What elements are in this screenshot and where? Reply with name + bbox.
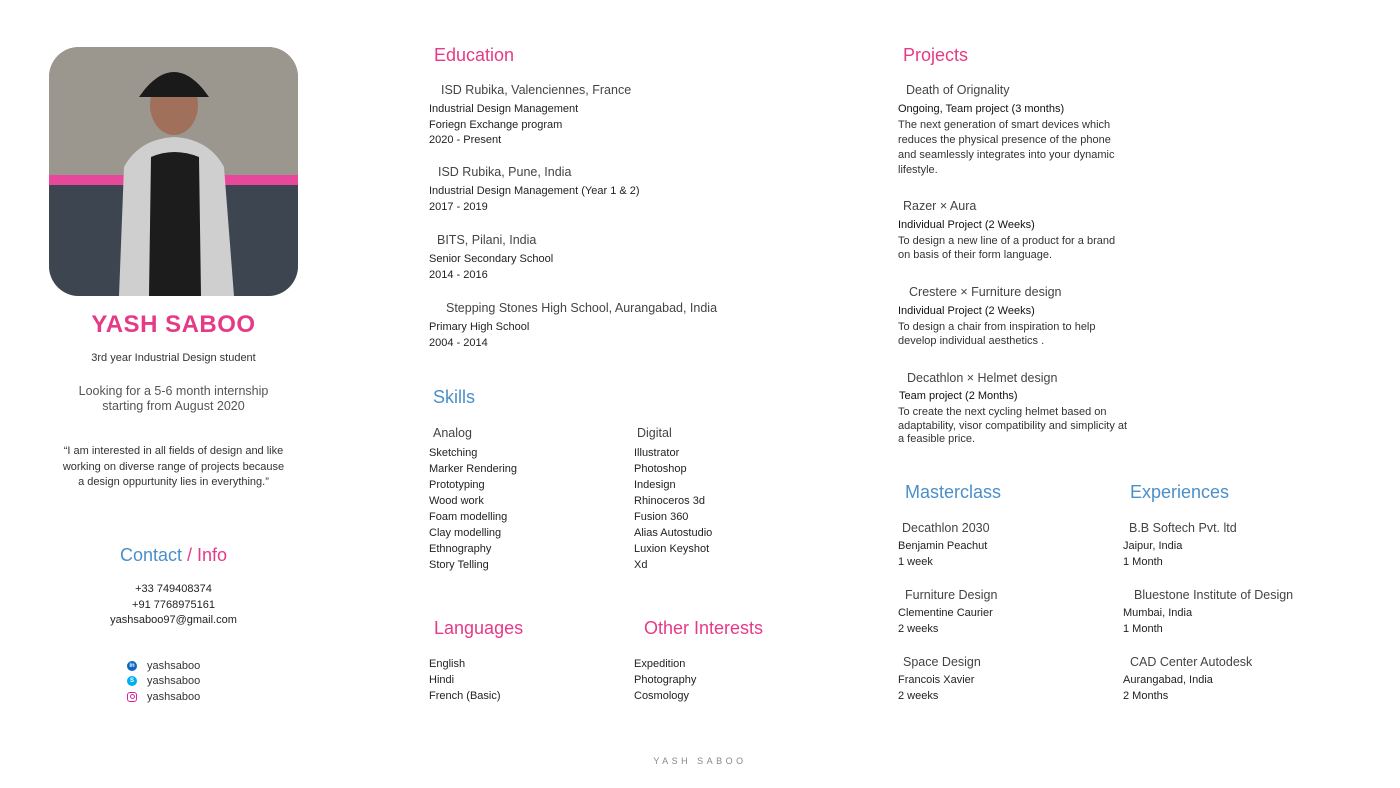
project-subtitle: Individual Project (2 Weeks): [898, 219, 1035, 231]
projects-heading: Projects: [903, 45, 969, 65]
masterclass-title: Decathlon 2030: [902, 521, 990, 535]
description-line: To design a new line of a product for a brand: [898, 235, 1116, 247]
education-title: ISD Rubika, Valenciennes, France: [441, 83, 632, 97]
project-description: [898, 321, 1096, 348]
contact-details: [49, 582, 298, 629]
skill-item: Story Telling: [429, 559, 489, 571]
detail-line: Benjamin Peachut: [898, 540, 988, 552]
masterclass-title: Space Design: [903, 655, 981, 669]
project-subtitle: Team project (2 Months): [899, 390, 1018, 402]
interests-heading: Other Interests: [644, 618, 764, 638]
quote-line: working on diverse range of projects because: [62, 460, 285, 473]
description-line: develop individual aesthetics .: [898, 334, 1045, 347]
skills-digital-list: [634, 445, 712, 573]
project-description: [898, 118, 1114, 178]
personal-quote: [49, 444, 298, 491]
skill-item: Foam modelling: [429, 511, 508, 523]
experience-details: [1123, 539, 1182, 570]
detail-line: 2020 - Present: [429, 134, 502, 146]
detail-line: 1 Month: [1123, 622, 1163, 635]
project-title: Decathlon × Helmet design: [907, 371, 1058, 385]
detail-line: Foriegn Exchange program: [429, 118, 563, 131]
social-linkedin[interactable]: [127, 658, 200, 674]
skill-item: Indesign: [634, 479, 676, 491]
project-subtitle: Individual Project (2 Weeks): [898, 305, 1035, 317]
contact-heading: [49, 545, 298, 566]
phone-in: +91 7768975161: [132, 598, 215, 611]
description-line: reduces the physical presence of the phone: [898, 134, 1111, 146]
detail-line: Jaipur, India: [1123, 540, 1183, 552]
skill-item: Wood work: [429, 495, 484, 507]
candidate-subtitle: 3rd year Industrial Design student: [91, 352, 256, 364]
quote-line: “I am interested in all fields of design and like: [63, 445, 284, 457]
education-title: BITS, Pilani, India: [437, 233, 537, 247]
skill-item: Clay modelling: [429, 527, 502, 539]
interest-item: Expedition: [634, 658, 686, 670]
skill-item: Illustrator: [634, 447, 680, 459]
education-title: ISD Rubika, Pune, India: [438, 165, 572, 179]
contact-heading-separator: /: [182, 545, 198, 565]
skill-item: Luxion Keyshot: [634, 543, 710, 555]
skills-digital-title: Digital: [637, 426, 672, 440]
internship-statement: [49, 384, 298, 414]
linkedin-icon: in: [127, 661, 137, 671]
detail-line: 1 week: [898, 555, 933, 568]
phone-fr: +33 749408374: [135, 583, 212, 595]
description-line: To design a chair from inspiration to help: [898, 321, 1096, 333]
detail-line: 2 weeks: [898, 689, 939, 702]
social-handle: yashsaboo: [147, 659, 201, 672]
skills-heading: Skills: [433, 387, 476, 407]
project-title: Razer × Aura: [903, 199, 977, 213]
language-item: English: [429, 658, 466, 670]
experience-details: [1123, 673, 1213, 704]
education-details: [429, 252, 553, 283]
education-details: [429, 102, 578, 149]
skill-item: Marker Rendering: [429, 463, 518, 475]
detail-line: 2004 - 2014: [429, 336, 488, 349]
skill-item: Alias Autostudio: [634, 527, 713, 539]
detail-line: 2 Months: [1123, 689, 1169, 702]
detail-line: Industrial Design Management: [429, 103, 579, 115]
masterclass-title: Furniture Design: [905, 588, 998, 602]
project-description: [898, 406, 1127, 447]
detail-line: Senior Secondary School: [429, 253, 554, 265]
social-links: [127, 658, 200, 705]
language-item: Hindi: [429, 674, 455, 686]
internship-line: Looking for a 5-6 month internship: [78, 384, 269, 398]
experience-title: Bluestone Institute of Design: [1134, 588, 1294, 602]
skill-item: Ethnography: [429, 543, 492, 555]
masterclass-details: [898, 673, 974, 704]
description-line: lifestyle.: [898, 164, 938, 176]
masterclass-details: [898, 539, 987, 570]
project-description: [898, 235, 1115, 262]
masterclass-heading: Masterclass: [905, 482, 1002, 502]
contact-heading-text: Contact: [119, 545, 182, 565]
description-line: a feasible price.: [898, 433, 976, 445]
quote-line: a design oppurtunity lies in everything.”: [78, 476, 269, 488]
social-handle: yashsaboo: [147, 690, 201, 703]
education-details: [429, 320, 529, 351]
languages-list: [429, 656, 501, 704]
language-item: French (Basic): [429, 690, 501, 702]
detail-line: Primary High School: [429, 321, 530, 333]
education-heading: Education: [434, 45, 515, 65]
interests-list: [634, 656, 696, 704]
detail-line: Mumbai, India: [1123, 607, 1193, 619]
detail-line: Aurangabad, India: [1123, 674, 1213, 686]
skype-icon: S: [127, 676, 137, 686]
experiences-heading: Experiences: [1130, 482, 1230, 502]
education-title: Stepping Stones High School, Aurangabad, India: [446, 301, 718, 315]
skill-item: Fusion 360: [634, 511, 689, 523]
description-line: adaptability, visor compatibility and simplicity at: [898, 419, 1128, 432]
masterclass-details: [898, 606, 993, 637]
skill-item: Rhinoceros 3d: [634, 495, 705, 507]
skill-item: Xd: [634, 559, 648, 571]
footer-name: YASH SABOO: [653, 756, 747, 766]
detail-line: 2014 - 2016: [429, 268, 488, 281]
detail-line: Francois Xavier: [898, 674, 975, 686]
experience-title: CAD Center Autodesk: [1130, 655, 1253, 669]
detail-line: 2017 - 2019: [429, 200, 488, 213]
skills-analog-title: Analog: [433, 426, 472, 440]
detail-line: 2 weeks: [898, 622, 939, 635]
project-subtitle: Ongoing, Team project (3 months): [898, 103, 1065, 115]
email-address: yashsaboo97@gmail.com: [110, 614, 237, 626]
social-instagram[interactable]: [127, 689, 200, 705]
skill-item: Prototyping: [429, 479, 485, 491]
social-handle: yashsaboo: [147, 675, 201, 688]
description-line: on basis of their form language.: [898, 248, 1053, 261]
social-skype[interactable]: [127, 674, 200, 690]
interest-item: Cosmology: [634, 690, 690, 702]
candidate-name: YASH SABOO: [91, 311, 256, 338]
detail-line: 1 Month: [1123, 555, 1163, 568]
skills-analog-list: [429, 445, 517, 573]
languages-heading: Languages: [434, 618, 524, 638]
detail-line: Industrial Design Management (Year 1 & 2): [429, 185, 640, 197]
skill-item: Photoshop: [634, 463, 687, 475]
description-line: To create the next cycling helmet based on: [898, 406, 1107, 418]
profile-photo: [49, 47, 298, 296]
detail-line: Clementine Caurier: [898, 607, 993, 619]
experience-details: [1123, 606, 1192, 637]
skill-item: Sketching: [429, 447, 478, 459]
interest-item: Photography: [634, 674, 697, 686]
experience-title: B.B Softech Pvt. ltd: [1129, 521, 1237, 535]
internship-line: starting from August 2020: [102, 399, 245, 413]
description-line: The next generation of smart devices which: [898, 119, 1111, 131]
instagram-icon: [127, 692, 137, 702]
description-line: and seamlessly integrates into your dynamic: [898, 149, 1115, 161]
project-title: Death of Orignality: [906, 83, 1010, 97]
project-title: Crestere × Furniture design: [909, 285, 1062, 299]
info-heading-text: Info: [197, 545, 228, 565]
education-details: [429, 184, 640, 215]
